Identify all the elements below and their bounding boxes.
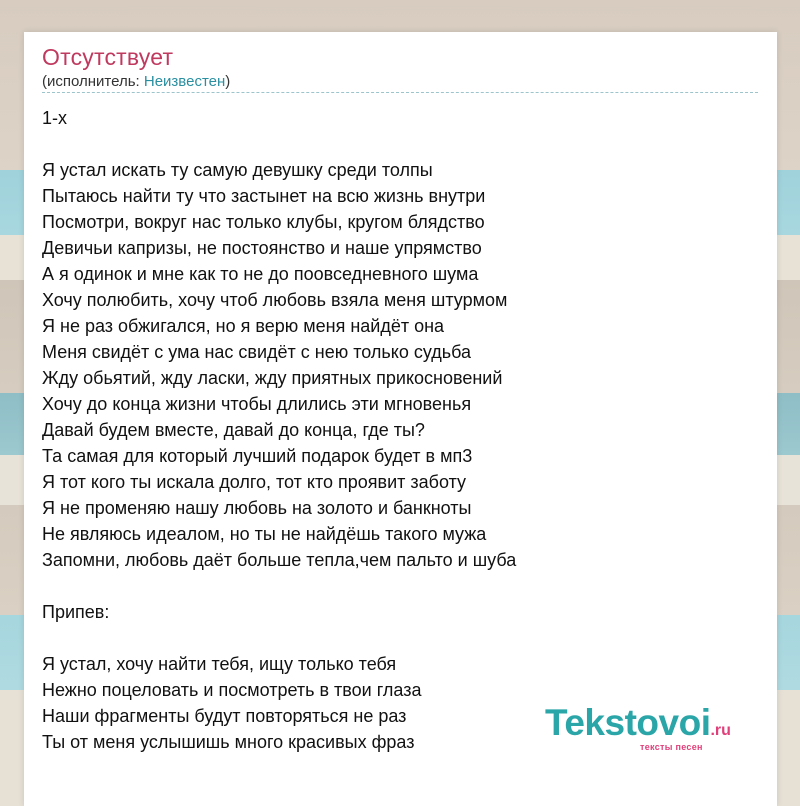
- lyrics-line: Я устал, хочу найти тебя, ищу только тебя: [42, 654, 397, 674]
- lyrics-line: Посмотри, вокруг нас только клубы, кругом блядство: [42, 212, 485, 232]
- lyrics-line: Пытаюсь найти ту что застынет на всю жизнь внутри: [42, 186, 486, 206]
- logo-wordmark: Tekstovoi: [545, 702, 711, 743]
- lyrics-line: Меня свидёт с ума нас свидёт с нею только судьба: [42, 342, 472, 362]
- lyrics-line: Жду обьятий, жду ласки, жду приятных прикосновений: [42, 368, 503, 388]
- site-logo[interactable]: [545, 702, 731, 744]
- lyrics-blank-line: [42, 573, 762, 599]
- lyrics-line: Не являюсь идеалом, но ты не найдёшь такого мужа: [42, 524, 487, 544]
- lyrics-line: Припев:: [42, 602, 110, 622]
- lyrics-blank-line: [42, 131, 762, 157]
- lyrics-card: [24, 32, 777, 806]
- lyrics-line: А я одинок и мне как то не до поовседневного шума: [42, 264, 479, 284]
- lyrics-line: Наши фрагменты будут повторяться не раз: [42, 706, 407, 726]
- lyrics-line: 1-х: [42, 108, 68, 128]
- lyrics-line: Я не раз обжигался, но я верю меня найдёт она: [42, 316, 445, 336]
- lyrics-blank-line: [42, 625, 762, 651]
- lyrics-line: Хочу полюбить, хочу чтоб любовь взяла меня штурмом: [42, 290, 508, 310]
- artist-prefix: (исполнитель:: [42, 73, 144, 90]
- lyrics-line: Я устал искать ту самую девушку среди толпы: [42, 160, 433, 180]
- lyrics-line: Девичьи капризы, не постоянство и наше упрямство: [42, 238, 482, 258]
- lyrics-text: [42, 105, 762, 755]
- lyrics-line: Ты от меня услышишь много красивых фраз: [42, 732, 415, 752]
- artist-suffix: ): [225, 73, 231, 90]
- song-title: Отсутствует: [42, 44, 174, 70]
- logo-tagline: тексты песен: [640, 742, 703, 752]
- lyrics-line: Запомни, любовь даёт больше тепла,чем пальто и шуба: [42, 550, 517, 570]
- lyrics-line: Давай будем вместе, давай до конца, где ты?: [42, 420, 425, 440]
- lyrics-line: Та самая для который лучший подарок будет в мп3: [42, 446, 473, 466]
- lyrics-line: Я тот кого ты искала долго, тот кто проявит заботу: [42, 472, 467, 492]
- logo-tld: .ru: [710, 722, 731, 739]
- artist-line: [42, 73, 230, 90]
- lyrics-line: Нежно поцеловать и посмотреть в твои глаза: [42, 680, 422, 700]
- artist-link[interactable]: Неизвестен: [143, 73, 226, 90]
- lyrics-line: Хочу до конца жизни чтобы длились эти мгновенья: [42, 394, 472, 414]
- title-divider: [42, 92, 758, 93]
- lyrics-line: Я не променяю нашу любовь на золото и банкноты: [42, 498, 472, 518]
